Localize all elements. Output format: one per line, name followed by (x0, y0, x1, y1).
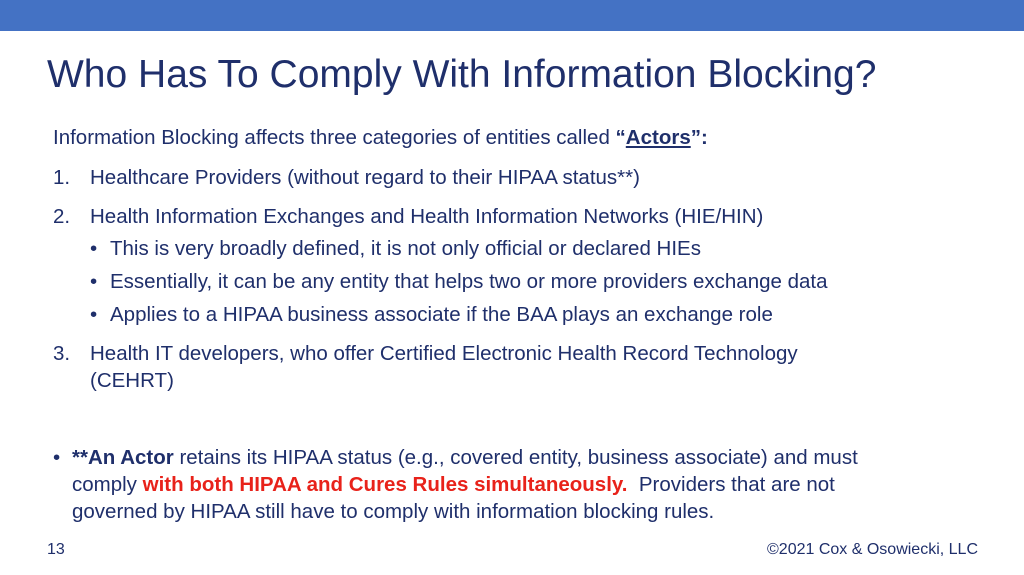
list-number: 1. (53, 166, 71, 189)
list-number: 3. (53, 342, 71, 365)
list-item-text: Health IT developers, who offer Certified Electronic Health Record Technology (90, 342, 798, 365)
page-number: 13 (47, 541, 65, 558)
note-emphasis: with both HIPAA and Cures Rules simultaneously. (142, 473, 628, 496)
bullet-icon: • (90, 270, 98, 293)
sub-bullet-text: Essentially, it can be any entity that helps two or more providers exchange data (110, 270, 828, 293)
note-line-1 (72, 444, 858, 471)
actors-quote-close: ”: (690, 126, 708, 149)
intro-line (53, 124, 708, 151)
note-text-2-prefix: comply (72, 473, 143, 496)
bullet-icon: • (90, 303, 98, 326)
bullet-icon: • (53, 446, 61, 469)
note-line-3: governed by HIPAA still have to comply with information blocking rules. (72, 500, 715, 523)
note-line-2 (72, 471, 835, 498)
list-number: 2. (53, 205, 71, 228)
top-accent-bar (0, 0, 1024, 31)
bullet-icon: • (90, 237, 98, 260)
intro-text: Information Blocking affects three categories of entities called (53, 126, 616, 149)
note-text-2-suffix: Providers that are not (627, 473, 835, 496)
sub-bullet-text: This is very broadly defined, it is not only official or declared HIEs (110, 237, 701, 260)
note-bold-lead: **An Actor (72, 446, 174, 469)
actors-term: Actors (625, 126, 691, 149)
note-text-1: retains its HIPAA status (e.g., covered entity, business associate) and must (173, 446, 858, 469)
copyright-notice: ©2021 Cox & Osowiecki, LLC (767, 541, 978, 558)
list-item-3-continuation: (CEHRT) (90, 369, 174, 392)
actors-quote-open: “ (615, 126, 626, 149)
list-item-text: Healthcare Providers (without regard to their HIPAA status**) (90, 166, 640, 189)
slide-title: Who Has To Comply With Information Blocking? (47, 53, 877, 96)
sub-bullet-text: Applies to a HIPAA business associate if the BAA plays an exchange role (110, 303, 773, 326)
list-item-text: Health Information Exchanges and Health Information Networks (HIE/HIN) (90, 205, 764, 228)
